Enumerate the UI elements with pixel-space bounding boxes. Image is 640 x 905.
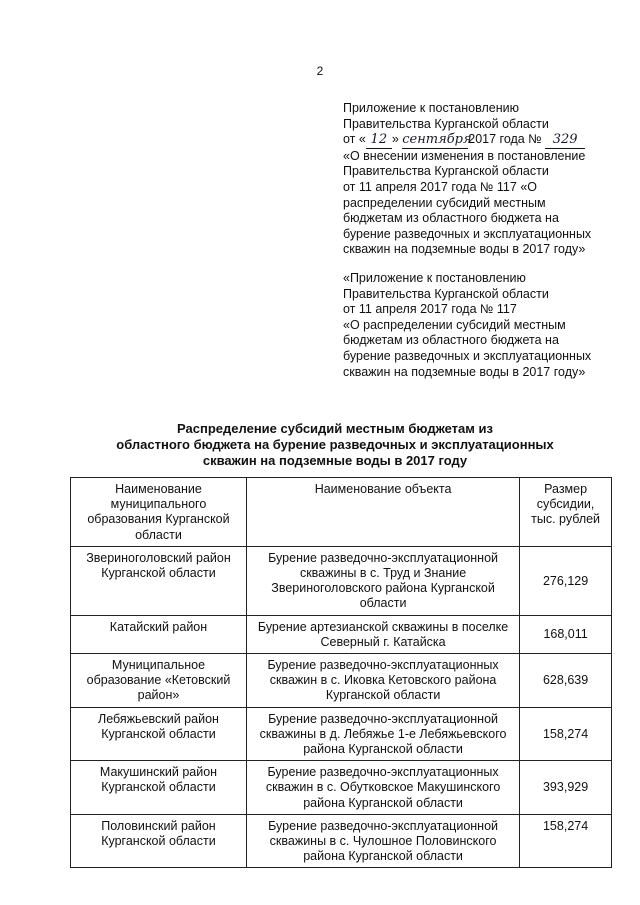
appendix-line: скважин на подземные воды в 2017 году» xyxy=(343,242,586,257)
appendix-line: Правительства Курганской области xyxy=(343,116,549,131)
table-row xyxy=(71,615,612,653)
appendix-line: «Приложение к постановлению xyxy=(343,271,526,285)
appendix-line: «О внесении изменения в постановление xyxy=(343,148,586,163)
table-header-row xyxy=(71,478,612,547)
cell-object: Бурение разведочно-эксплуатационной скважины в д. Лебяжье 1-е Лебяжьевского района Курганской области xyxy=(246,707,519,761)
appendix-line: бюджетам из областного бюджета на xyxy=(343,333,559,348)
handwritten-day: 12 xyxy=(366,132,392,149)
cell-municipality: Муниципальное образование «Кетовский район» xyxy=(71,654,247,708)
table-title xyxy=(80,421,590,469)
appendix-current-amendment xyxy=(343,101,628,258)
table-row xyxy=(71,814,612,868)
cell-amount: 158,274 xyxy=(520,814,612,868)
cell-municipality: Звериноголовский район Курганской области xyxy=(71,546,247,615)
appendix-line: «О распределении субсидий местным xyxy=(343,317,566,332)
table-row xyxy=(71,546,612,615)
handwritten-month: сентября xyxy=(402,132,472,148)
table-title-line: скважин на подземные воды в 2017 году xyxy=(202,453,468,468)
cell-amount: 628,639 xyxy=(520,654,612,708)
table-row xyxy=(71,761,612,815)
appendix-line: от 11 апреля 2017 года № 117 «О xyxy=(343,179,537,194)
cell-object: Бурение разведочно-эксплуатационной скважины в с. Чулошное Половинского района Курганской области xyxy=(246,814,519,868)
appendix-date-line xyxy=(343,132,628,149)
appendix-line: от 11 апреля 2017 года № 117 xyxy=(343,302,517,317)
appendix-line: скважин на подземные воды в 2017 году» xyxy=(343,364,586,379)
appendix-line: бурение разведочных и эксплуатационных xyxy=(343,348,592,363)
appendix-line: распределении субсидий местным xyxy=(343,195,546,210)
cell-object: Бурение разведочно-эксплуатационных скважин в с. Иковка Кетовского района Курганской области xyxy=(246,654,519,708)
cell-municipality: Катайский район xyxy=(71,615,247,653)
handwritten-number: 329 xyxy=(545,132,585,149)
cell-object: Бурение артезианской скважины в поселке Северный г. Катайска xyxy=(246,615,519,653)
subsidy-table xyxy=(70,477,612,868)
table-title-line: Распределение субсидий местным бюджетам из xyxy=(177,421,493,436)
cell-municipality: Лебяжьевский район Курганской области xyxy=(71,707,247,761)
appendix-line: Правительства Курганской области xyxy=(343,286,549,301)
cell-object: Бурение разведочно-эксплуатационной скважины в с. Труд и Знание Звериноголовского района Курганской области xyxy=(246,546,519,615)
cell-amount: 393,929 xyxy=(520,761,612,815)
header-municipality: Наименование муниципального образования Курганской области xyxy=(71,478,247,547)
page-number: 2 xyxy=(316,64,324,78)
cell-municipality: Макушинский район Курганской области xyxy=(71,761,247,815)
table-title-line: областного бюджета на бурение разведочных и эксплуатационных xyxy=(116,437,554,452)
date-year-text: 2017 года № xyxy=(468,132,542,147)
appendix-line: Правительства Курганской области xyxy=(343,164,549,179)
cell-amount: 276,129 xyxy=(520,546,612,615)
cell-amount: 168,011 xyxy=(520,615,612,653)
appendix-original-resolution xyxy=(343,271,628,380)
cell-municipality: Половинский район Курганской области xyxy=(71,814,247,868)
header-amount: Размер субсидии, тыс. рублей xyxy=(520,478,612,547)
date-day-close: » xyxy=(391,132,399,147)
cell-amount: 158,274 xyxy=(520,707,612,761)
cell-object: Бурение разведочно-эксплуатационных скважин в с. Обутковское Макушинского района Курганской области xyxy=(246,761,519,815)
header-object: Наименование объекта xyxy=(246,478,519,547)
table-row xyxy=(71,707,612,761)
appendix-line: бюджетам из областного бюджета на xyxy=(343,211,559,226)
date-prefix: от « xyxy=(343,132,366,147)
appendix-line: бурение разведочных и эксплуатационных xyxy=(343,226,592,241)
appendix-line: Приложение к постановлению xyxy=(343,101,519,115)
table-row xyxy=(71,654,612,708)
